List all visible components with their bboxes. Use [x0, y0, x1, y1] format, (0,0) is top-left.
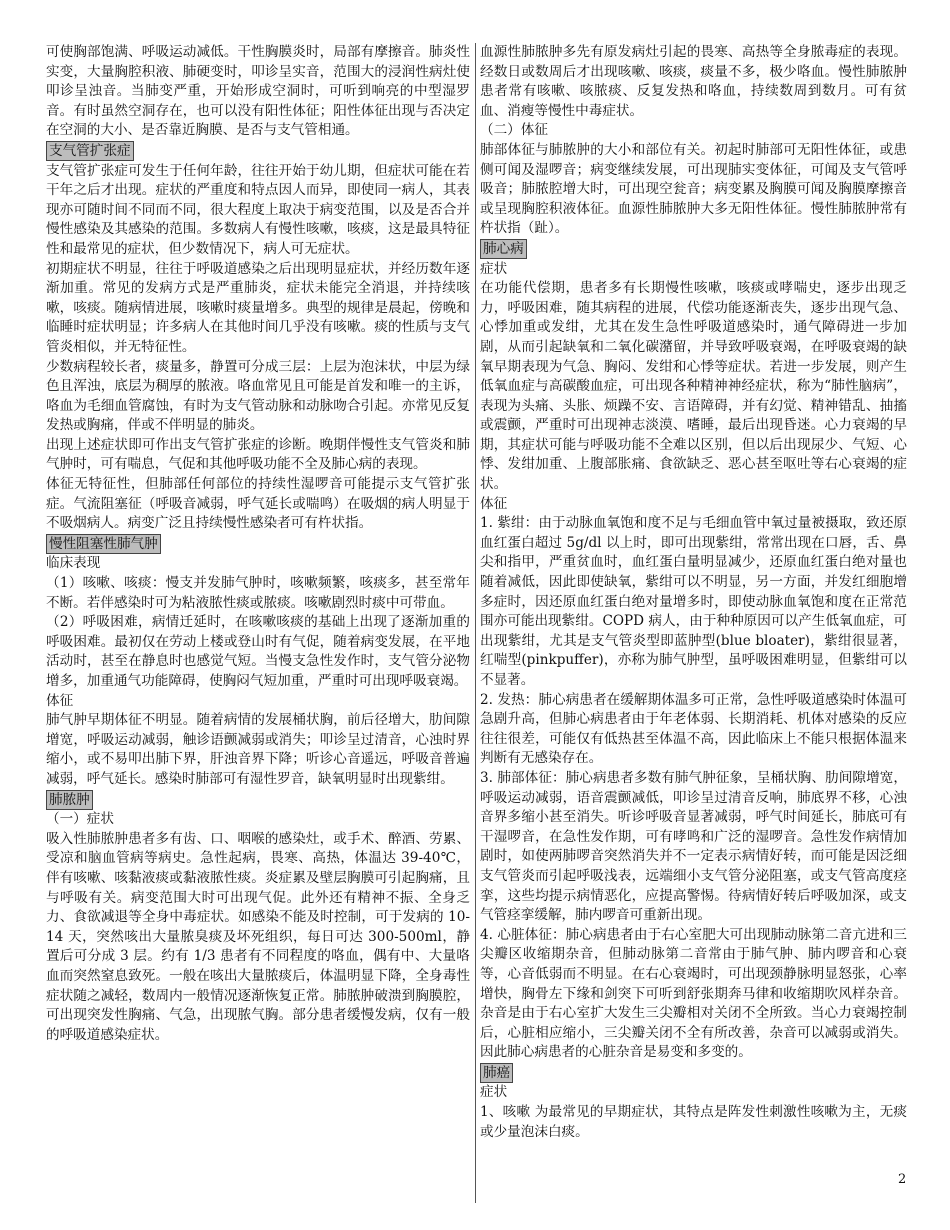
paragraph: 血源性肺脓肿多先有原发病灶引起的畏寒、高热等全身脓毒症的表现。经数日或数周后才出现咳嗽、咳痰，痰量不多，极少咯血。慢性肺脓肿患者常有咳嗽、咳脓痰、反复发热和咯血，持续数周到数月。可有贫血、消瘦等慢性中毒症状。: [480, 44, 907, 119]
paragraph: 1、咳嗽 为最常见的早期症状，其特点是阵发性刺激性咳嗽为主，无痰或少量泡沫白痰。: [480, 1104, 907, 1140]
paragraph: 肺气肿早期体征不明显。随着病情的发展桶状胸，前后径增大，肋间隙增宽，呼吸运动减弱，触诊语颤减弱或消失；叩诊呈过清音，心浊时界缩小，或不易叩出肺下界，肝浊音界下降；听诊心音遥远，呼吸音普遍减弱，呼气延长。感染时肺部可有湿性罗音，缺氧明显时出现紫绀。: [46, 712, 470, 787]
paragraph: 在功能代偿期，患者多有长期慢性咳嗽，咳痰或哮喘史，逐步出现乏力，呼吸困难，随其病程的进展，代偿功能逐渐丧失，逐步出现气急、心悸加重或发绀，尤其在发生急性呼吸道感染时，通气障碍进一步加剧，从而引起缺氧和二氧化碳潴留，并导致呼吸衰竭，在呼吸衰竭的缺氧早期表现为气急、胸闷、发绀和心悸等症状。若进一步发展，则产生低氧血症与高碳酸血症，可出现各种精神神经症状，称为“肺性脑病”，表现为头痛、头胀、烦躁不安、言语障碍，并有幻觉、精神错乱、抽搐或震颤，严重时可出现神志淡漠、嗜睡，最后出现昏迷。心力衰竭的早期，其症状可能与呼吸功能不全难以区别，但以后出现尿少、气短、心悸、发绀加重、上腹部胀痛、食欲缺乏、恶心甚至呕吐等右心衰竭的症状。: [480, 280, 907, 493]
subheading: 体征: [480, 495, 508, 512]
section-heading-cor-pulmonale: 肺心病: [480, 239, 527, 259]
subheading: 症状: [480, 260, 508, 277]
right-column: [480, 43, 907, 1142]
paragraph: 吸入性肺脓肿患者多有齿、口、咽喉的感染灶，或手术、醉酒、劳累、受凉和脑血管病等病史。急性起病，畏寒、高热，体温达 39-40℃，伴有咳嗽、咳黏液痰或黏液脓性痰。炎症累及壁层胸膜可引起胸痛，且与呼吸有关。病变范围大时可出现气促。此外还有精神不振、全身乏力、食欲减退等全身中毒症状。如感染不能及时控制，可于发病的 10-14 天，突然咳出大量脓臭痰及坏死组织，每日可达 300-500ml，静置后可分成 3 层。约有 1/3 患者有不同程度的咯血，偶有中、大量咯血而突然窒息致死。一般在咳出大量脓痰后，体温明显下降，全身毒性症状随之减轻，数周内一般情况逐渐恢复正常。肺脓肿破溃到胸膜腔，可出现突发性胸痛、气急，出现脓气胸。部分患者缓慢发病，仅有一般的呼吸道感染症状。: [46, 830, 470, 1043]
left-column: [46, 43, 470, 1045]
paragraph: 初期症状不明显，往往于呼吸道感染之后出现明显症状，并经历数年逐渐加重。常见的发病方式是严重肺炎，症状未能完全消退，并持续咳嗽，咳痰。随病情进展，咳嗽时痰量增多。典型的规律是晨起，傍晚和临睡时症状明显；许多病人在其他时间几乎没有咳嗽。痰的性质与支气管炎相似，并无特征性。: [46, 260, 470, 355]
section-heading-bronchiectasis: 支气管扩张症: [46, 141, 134, 161]
paragraph: （2）呼吸困难，病情迁延时，在咳嗽咳痰的基础上出现了逐渐加重的呼吸困难。最初仅在劳动上楼或登山时有气促，随着病变发展，在平地活动时，甚至在静息时也感觉气短。当慢支急性发作时，支气管分泌物增多，加重通气功能障碍，使胸闷气短加重，严重时可出现呼吸衰竭。: [46, 614, 470, 689]
column-divider: [475, 43, 476, 1203]
paragraph: 可使胸部饱满、呼吸运动减低。干性胸膜炎时，局部有摩擦音。肺炎性实变，大量胸腔积液、肺硬变时，叩诊呈实音，范围大的浸润性病灶使叩诊呈浊音。当肺变严重，开始形成空洞时，可听到响亮的中型湿罗音。有时虽然空洞存在，也可以没有阳性体征；阳性体征出现与否决定在空洞的大小、是否靠近胸膜、是否与支气管相通。: [46, 44, 470, 139]
paragraph: 1. 紫绀：由于动脉血氧饱和度不足与毛细血管中氧过量被摄取，致还原血红蛋白超过 5g/dl 以上时，即可出现紫绀，常常出现在口唇，舌、鼻尖和指甲，严重贫血时，血红蛋白量明显减少，还原血红蛋白绝对量也随着减低，因此即使缺氧，紫绀可以不明显，另一方面，并发红细胞增多症时，因还原血红蛋白绝对量增多时，即使动脉血氧饱和度在正常范围亦可能出现紫绀。COPD 病人，由于种种原因可以产生低氧血症，可出现紫绀，尤其是支气管炎型即蓝肿型(blue bloater)，紫绀很显著，红喘型(pinkpuffer)，亦称为肺气肿型，虽呼吸困难明显，但紫绀可以不显著。: [480, 515, 907, 688]
section-heading-lung-cancer: 肺癌: [480, 1063, 513, 1083]
paragraph: 体征无特征性，但肺部任何部位的持续性湿啰音可能提示支气管扩张症。气流阻塞征（呼吸音减弱，呼气延长或喘鸣）在吸烟的病人明显于不吸烟病人。病变广泛且持续慢性感染者可有杵状指。: [46, 476, 470, 532]
paragraph: （1）咳嗽、咳痰：慢支并发肺气肿时，咳嗽频繁，咳痰多，甚至常年不断。若伴感染时可为粘液脓性痰或脓痰。咳嗽剧烈时痰中可带血。: [46, 575, 470, 611]
paragraph: 出现上述症状即可作出支气管扩张症的诊断。晚期伴慢性支气管炎和肺气肿时，可有喘息，气促和其他呼吸功能不全及肺心病的表现。: [46, 436, 470, 473]
section-heading-lung-abscess: 肺脓肿: [46, 790, 93, 810]
paragraph: 4. 心脏体征：肺心病患者由于右心室肥大可出现肺动脉第二音亢进和三尖瓣区收缩期杂音，但肺动脉第二音常由于肺气肿、肺内啰音和心衰等，心音低弱而不明显。在右心衰竭时，可出现颈静脉明显怒张，心率增快，胸骨左下缘和剑突下可听到舒张期奔马律和收缩期吹风样杂音。杂音是由于右心室扩大发生三尖瓣相对关闭不全所致。当心力衰竭控制后，心脏相应缩小，三尖瓣关闭不全有所改善，杂音可以减弱或消失。因此肺心病患者的心脏杂音是易变和多变的。: [480, 926, 907, 1061]
paragraph: 少数病程较长者，痰量多，静置可分成三层：上层为泡沫状，中层为绿色且浑浊，底层为稠厚的脓液。咯血常见且可能是首发和唯一的主诉，咯血为毛细血管腐蚀，有时为支气管动脉和动脉吻合引起。亦常见反复发热或胸痛，伴或不伴明显的肺炎。: [46, 358, 470, 434]
paragraph: 肺部体征与肺脓肿的大小和部位有关。初起时肺部可无阳性体征，或患侧可闻及湿啰音；病变继续发展，可出现肺实变体征，可闻及支气管呼吸音；肺脓腔增大时，可出现空瓮音；病变累及胸膜可闻及胸膜摩擦音或呈现胸腔积液体征。血源性肺脓肿大多无阳性体征。慢性肺脓肿常有杵状指（趾）。: [480, 141, 907, 237]
subheading: 临床表现: [46, 555, 101, 572]
subheading: （一）症状: [46, 811, 114, 828]
subheading: 症状: [480, 1084, 508, 1101]
subheading: （二）体征: [480, 122, 548, 139]
paragraph: 2. 发热：肺心病患者在缓解期体温多可正常，急性呼吸道感染时体温可急剧升高，但肺心病患者由于年老体弱、长期消耗、机体对感染的反应往往很差，可能仅有低热甚至体温不高，因此临床上不能只根据体温来判断有无感染存在。: [480, 691, 907, 767]
subheading: 体征: [46, 692, 74, 709]
page-number: 2: [898, 1172, 907, 1187]
paragraph: 3. 肺部体征：肺心病患者多数有肺气肿征象，呈桶状胸、肋间隙增宽，呼吸运动减弱，语音震颤减低，叩诊呈过清音反响，肺底界不移，心浊音界多缩小甚至消失。听诊呼吸音显著减弱，呼气时间延长，肺底可有干湿啰音，在急性发作期，可有哮鸣和广泛的湿啰音。急性发作病情加剧时，如使两肺啰音突然消失并不一定表示病情好转，而可能是因泛细支气管炎而引起呼吸浅表，远端细小支气管分泌阻塞，或支气管高度痉挛，这些均提示病情恶化，应提高警惕。待病情好转后呼吸加深，或支气管痉挛缓解，肺内啰音可重新出现。: [480, 769, 907, 924]
paragraph: 支气管扩张症可发生于任何年龄，往往开始于幼儿期，但症状可能在若干年之后才出现。症状的严重度和特点因人而异，即使同一病人，其表现亦可随时间不同而不同，很大程度上取决于病变范围，以及是否合并慢性感染及其感染的范围。多数病人有慢性咳嗽，咳痰，这是最具特征性和最常见的症状，但少数情况下，病人可无症状。: [46, 162, 470, 257]
section-heading-copd: 慢性阻塞性肺气肿: [46, 534, 161, 554]
